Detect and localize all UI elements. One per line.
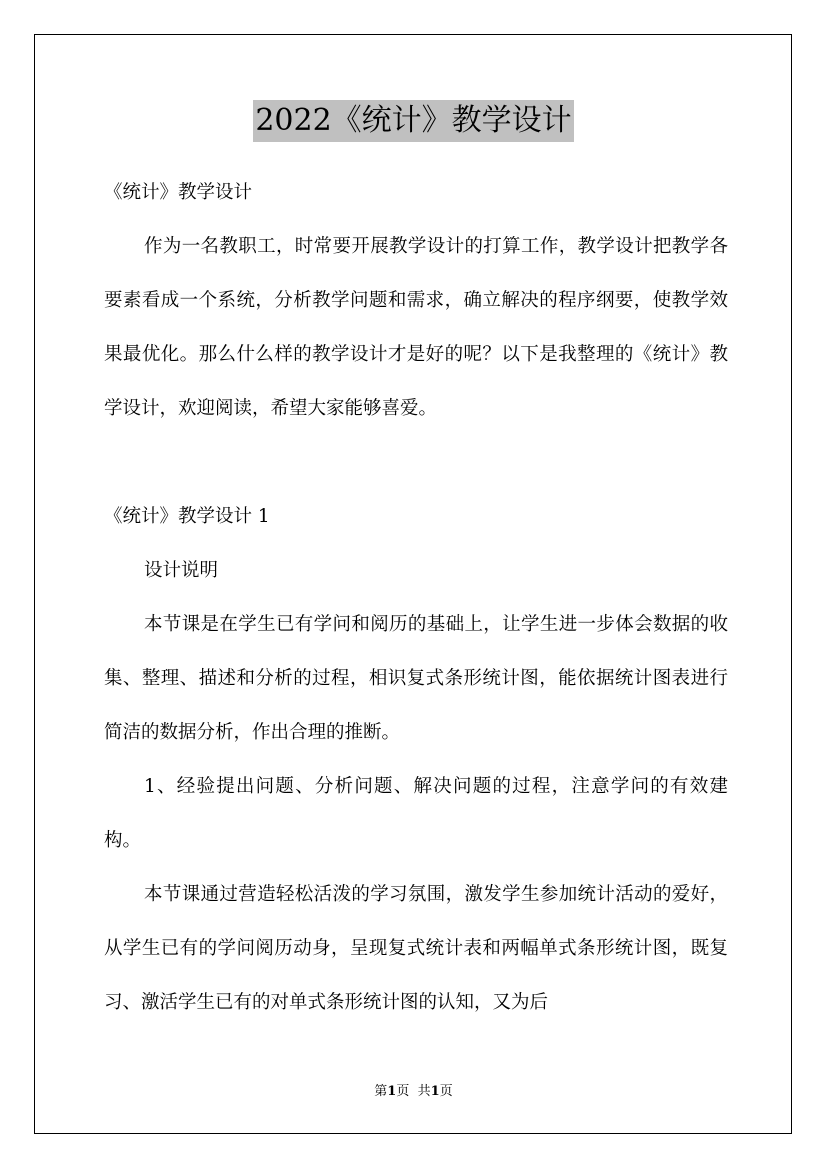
page-suffix: 页 (396, 1084, 410, 1099)
subtitle: 《统计》教学设计 (104, 182, 253, 203)
page-prefix: 第 (374, 1084, 388, 1099)
document-title: 2022《统计》教学设计 (253, 100, 573, 142)
total-pages: 1 (430, 1084, 440, 1099)
section-heading: 《统计》教学设计 1 (104, 506, 270, 527)
body-paragraph-1: 本节课是在学生已有学问和阅历的基础上，让学生进一步体会数据的收集、整理、描述和分析的过程，相识复式条形统计图，能依据统计图表进行简洁的数据分析，作出合理的推断。 (104, 614, 728, 743)
page-number: 1 (387, 1084, 397, 1099)
design-note-heading: 设计说明 (144, 560, 219, 581)
total-suffix: 页 (439, 1084, 453, 1099)
body-paragraph-3: 本节课通过营造轻松活泼的学习氛围，激发学生参加统计活动的爱好，从学生已有的学问阅历动身，呈现复式统计表和两幅单式条形统计图，既复习、激活学生已有的对单式条形统计图的认知，又为后 (104, 884, 728, 1013)
intro-paragraph: 作为一名教职工，时常要开展教学设计的打算工作，教学设计把教学各要素看成一个系统，分析教学问题和需求，确立解决的程序纲要，使教学效果最优化。那么什么样的教学设计才是好的呢？以下是我整理的《统计》教学设计，欢迎阅读，希望大家能够喜爱。 (104, 236, 728, 419)
page-footer (0, 1083, 827, 1101)
title-container (0, 100, 827, 142)
spacer (104, 436, 728, 490)
total-prefix: 共 (417, 1084, 431, 1099)
body-paragraph-2: 1、经验提出问题、分析问题、解决问题的过程，注意学问的有效建构。 (104, 776, 728, 851)
document-body (104, 166, 728, 1030)
